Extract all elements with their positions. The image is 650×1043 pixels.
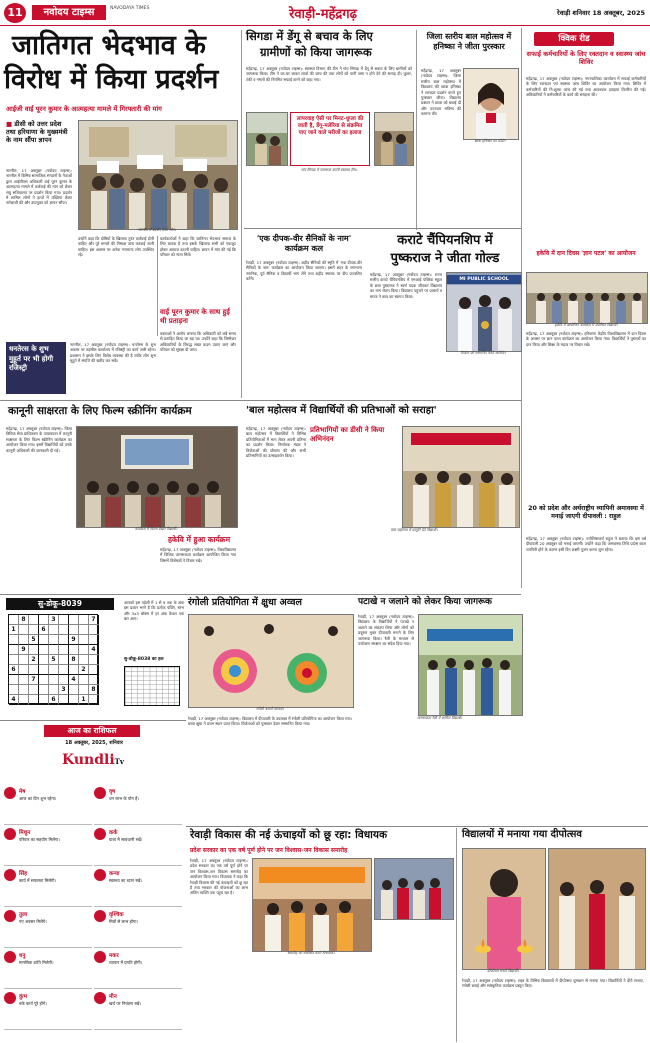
dengue-headline-2: ग्रामीणों को किया जागरूक: [260, 45, 372, 59]
sudoku-cell[interactable]: [19, 675, 29, 685]
sudoku-cell[interactable]: [39, 635, 49, 645]
quick-read-item1-body: महेंद्रगढ़, 17 अक्तूबर (नवोदय टाइम्स): नगरपालिका कार्यालय में सफाई कर्मचारियों के लिए रक्तदान एवं स्वास्थ्य जांच शिविर का आयोजन किया गया। शिविर में कर्मचारियों की नि:शुल्क जांच की गई तथा आवश्यक दवाइयां वितरित की गईं। अधिकारियों ने कर्मचारियों के कार्य की सराहना की।: [526, 76, 646, 98]
deepak-body: रेवाड़ी, 17 अक्तूबर (नवोदय टाइम्स): शहीद सैनिकों की स्मृति में 'एक दीपक-वीर सैनिकों के नाम' कार्यक्रम का आयोजन किया जाएगा। इसमें शहर के गणमान्य नागरिक, पूर्व सैनिक व विद्यार्थी भाग लेंगे तथा शहीद स्मारक पर दीप प्रज्वलित करेंगे।: [246, 260, 362, 282]
sudoku-cell[interactable]: 4: [9, 695, 19, 705]
sudoku-cell[interactable]: 3: [59, 685, 69, 695]
sudoku-cell[interactable]: [9, 675, 19, 685]
sudoku-cell[interactable]: [19, 665, 29, 675]
karate-photo-illustration: [447, 285, 521, 351]
sudoku-cell[interactable]: 6: [49, 695, 59, 705]
sudoku-cell[interactable]: [69, 685, 79, 695]
deepotsav-headline: विद्यालयों में मनाया गया दीपोत्सव: [462, 829, 582, 840]
sudoku-cell[interactable]: [29, 665, 39, 675]
sudoku-cell[interactable]: [79, 625, 89, 635]
bal-mahotsav-illustration: [403, 427, 519, 527]
vikas-photo: [252, 858, 372, 952]
sudoku-cell[interactable]: [79, 615, 89, 625]
rashifal-sign: [94, 908, 182, 948]
sudoku-cell[interactable]: 1: [79, 695, 89, 705]
quick-read-label: क्विक रीड: [534, 32, 614, 46]
girl-portrait-illustration: [464, 69, 518, 139]
dengue-photo-right: [374, 112, 414, 166]
deepotsav-photo: [462, 848, 546, 970]
sudoku-cell[interactable]: 6: [9, 665, 19, 675]
dengue-headline-1: सिगडा में डेंगू से बचाव के लिए: [246, 29, 373, 43]
zodiac-icon: [4, 869, 16, 881]
sudoku-cell[interactable]: 6: [39, 625, 49, 635]
sudoku-cell[interactable]: [39, 695, 49, 705]
rashifal-sign-name: वृष: [109, 789, 116, 795]
sudoku-cell[interactable]: [79, 655, 89, 665]
sudoku-cell[interactable]: [39, 675, 49, 685]
sudoku-cell[interactable]: [9, 615, 19, 625]
sudoku-cell[interactable]: [19, 625, 29, 635]
award-photo: [463, 68, 519, 140]
rashifal-sign-text: यात्रा में सावधानी रखें।: [109, 837, 143, 842]
film-screening-illustration: [77, 427, 237, 527]
sudoku-cell[interactable]: 8: [69, 655, 79, 665]
masthead: [0, 0, 650, 26]
brand-small: NAVODAYA TIMES: [110, 6, 150, 11]
rashifal-sign: [4, 990, 92, 1030]
quick-read-photo: [526, 272, 648, 324]
deepotsav-body: रेवाड़ी, 17 अक्तूबर (नवोदय टाइम्स): शहर के विभिन्न विद्यालयों में दीपोत्सव धूमधाम से मनाया गया। विद्यार्थियों ने दीये सजाए, रंगोली बनाई और सांस्कृतिक कार्यक्रम प्रस्तुत किए।: [462, 978, 644, 989]
rashifal-signs: [4, 785, 182, 1039]
sudoku-cell[interactable]: 2: [29, 655, 39, 665]
dengue-photo-left: [246, 112, 288, 166]
film-box-title: हकेवि में हुआ कार्यक्रम: [167, 535, 231, 544]
sudoku-cell[interactable]: [69, 665, 79, 675]
rashifal-sign-name: मकर: [109, 953, 119, 959]
film-body: महेंद्रगढ़, 17 अक्तूबर (नवोदय टाइम्स): जिला विधिक सेवा प्राधिकरण के तत्वावधान में कानूनी साक्षरता के लिए फिल्म स्क्रीनिंग कार्यक्रम का आयोजन किया गया। इसमें विद्यार्थियों को उनके कानूनी अधिकारों की जानकारी दी गई।: [6, 426, 72, 453]
deepotsav-illustration: [463, 849, 545, 969]
sudoku-cell[interactable]: [19, 635, 29, 645]
quick-read-photo-caption: हकेवि में आयोजित कार्यक्रम में उपस्थित विद्यार्थी।: [554, 323, 618, 327]
rangoli-illustration: [189, 615, 353, 707]
sudoku-cell[interactable]: 9: [69, 635, 79, 645]
sudoku-instructions: आपको इस पहेली में 1 से 9 तक के अंक इस प्रकार भरने हैं कि प्रत्येक पंक्ति, स्तंभ और 3x3 बॉक्स में हर अंक केवल एक बार आए।: [124, 600, 184, 622]
sudoku-cell[interactable]: 5: [49, 655, 59, 665]
rashifal-sign-name: मिथुन: [19, 830, 31, 836]
sudoku-grid[interactable]: [8, 614, 98, 704]
rashifal-sign: [94, 867, 182, 907]
sudoku-cell[interactable]: [69, 625, 79, 635]
lead-side-head-text: डीसी को उत्तर प्रदेश तथा हरियाणा के मुख्यमंत्री के नाम सौंपा ज्ञापन: [6, 120, 68, 145]
rashifal-sign-text: मानसिक शांति मिलेगी।: [19, 960, 54, 965]
protest-photo-illustration: [79, 121, 237, 229]
rashifal-sign: [94, 826, 182, 866]
firecracker-photo: [418, 614, 523, 716]
hkv-event-illustration: [527, 273, 647, 323]
rashifal-sign-text: मित्रों से लाभ होगा।: [109, 919, 139, 924]
sudoku-cell[interactable]: [19, 655, 29, 665]
firecracker-body: रेवाड़ी, 17 अक्तूबर (नवोदय टाइम्स): विद्यालय के विद्यार्थियों ने पटाखे न जलाने का संकल्प लिया और लोगों को प्रदूषण मुक्त दीपावली मनाने के लिए जागरूक किया। रैली के माध्यम से पर्यावरण संरक्षण का संदेश दिया गया।: [358, 614, 414, 647]
rangoli-photo: [188, 614, 354, 708]
sudoku-cell[interactable]: [39, 615, 49, 625]
sudoku-cell[interactable]: [9, 685, 19, 695]
dhanteras-body: नारनौल, 17 अक्तूबर (नवोदय टाइम्स): धनतेरस के शुभ अवसर पर तहसील कार्यालय में रजिस्ट्री का कार्य जारी रहेगा। प्रशासन ने इसके लिए विशेष व्यवस्था की है ताकि लोग शुभ मुहूर्त में संपत्ति की खरीद कर सकें।: [70, 342, 156, 364]
lead-body-a: नारनौल, 17 अक्तूबर (नवोदय टाइम्स): नारनौल में बिभिन्न सामाजिक संगठनों के नेताओं द्वारा आईपीएस अधिकारी वाई पूरन कुमार के आत्महत्या मामले में कार्रवाई की मांग को लेकर लघु सचिवालय पर प्रदर्शन किया गया। प्रदर्शन में शामिल लोगों ने हाथों में तख्तियां लेकर नारेबाजी की और उपायुक्त को ज्ञापन सौंपा।: [6, 168, 72, 206]
vikas-crowd-illustration: [375, 859, 453, 919]
rashifal-sign-name: तुला: [19, 912, 28, 918]
rashifal-sign-name: कुंभ: [19, 994, 28, 1000]
rashifal-sign-name: मेष: [19, 789, 26, 795]
sudoku-cell[interactable]: [39, 645, 49, 655]
rashifal-label: आज का राशिफल: [44, 725, 140, 737]
karate-photo-banner: MI PUBLIC SCHOOL: [447, 275, 521, 284]
karate-headline-2: पुष्कराज ने जीता गोल्ड: [390, 251, 500, 266]
lead-body-c: कार्यकर्ताओं ने कहा कि जातिगत भेदभाव समाज के लिए घातक है तथा इसके खिलाफ सभी को एकजुट होकर आवाज उठानी चाहिए। ज्ञापन में मांग की गई कि परिवार को न्याय मिले।: [160, 236, 236, 258]
rashifal-sign-name: धनु: [19, 953, 26, 959]
sudoku-cell[interactable]: [59, 695, 69, 705]
vikas-subhead: प्रदेश सरकार का एक वर्ष पूर्ण होने पर जन विश्वास-जन विकास समारोह: [190, 847, 348, 854]
sudoku-cell[interactable]: [9, 655, 19, 665]
sudoku-cell[interactable]: [79, 645, 89, 655]
deepotsav-group-illustration: [549, 849, 645, 969]
rashifal-sign-text: परिवार का सहयोग मिलेगा।: [19, 837, 60, 842]
award-story: [419, 28, 519, 228]
deepotsav-photo-caption: दीपोत्सव मनाते विद्यार्थी।: [487, 969, 519, 973]
karate-photo-caption: विजेता को सम्मानित करते अतिथि।: [460, 351, 506, 355]
rashifal-sign-text: खर्च पर नियंत्रण रखें।: [109, 1001, 142, 1006]
rashifal-sign-text: धन लाभ के योग हैं।: [109, 796, 139, 801]
lead-headline-1: जातिगत भेदभाव के: [12, 30, 206, 61]
sudoku-cell[interactable]: [59, 675, 69, 685]
zodiac-icon: [4, 992, 16, 1004]
dengue-photo-illustration-2: [375, 113, 413, 165]
page-number: 11: [4, 3, 26, 23]
firecracker-rally-illustration: [419, 615, 522, 715]
dhanteras-title: धनतेरस के शुभ मुहूर्त पर भी होगी रजिस्ट्री: [6, 342, 66, 394]
section-title: रेवाड़ी-महेंद्रगढ़: [289, 7, 357, 22]
vikas-photo-caption: समारोह को संबोधित करते विधायक।: [287, 951, 335, 955]
rashifal-sign: [4, 949, 92, 989]
lead-box-title: वाई पूरन कुमार के साथ हुई थी प्रताड़ना: [160, 308, 230, 325]
rashifal-brand: [62, 751, 122, 781]
sudoku-cell[interactable]: [59, 615, 69, 625]
sudoku-cell[interactable]: [89, 635, 99, 645]
sudoku-cell[interactable]: [9, 645, 19, 655]
film-photo: [76, 426, 238, 528]
sudoku-cell[interactable]: [59, 635, 69, 645]
sudoku-cell[interactable]: [29, 695, 39, 705]
rashifal-sign-text: व्यापार में प्रगति होगी।: [109, 960, 143, 965]
rashifal-sign-name: कर्क: [109, 830, 118, 836]
lead-subhead: आईजी वाई पूरन कुमार के आत्महत्या मामले में गिरफ्तारी की मांग: [6, 105, 162, 113]
zodiac-icon: [94, 869, 106, 881]
dengue-photo-illustration: [247, 113, 287, 165]
zodiac-icon: [94, 910, 106, 922]
film-photo-caption: कार्यक्रम में फिल्म देखते विद्यार्थी।: [134, 527, 178, 531]
sudoku-cell[interactable]: [69, 695, 79, 705]
rashifal-sign: [4, 867, 92, 907]
sudoku-solution-label: सु-डोकू-8038 का हल: [124, 657, 164, 662]
deepotsav-photo-2: [548, 848, 646, 970]
lead-story: [0, 28, 240, 398]
quick-read-item2-title: हकेवि में दान दिवस 'ज्ञान पटल' का आयोजन: [536, 250, 636, 257]
rangoli-body: रेवाड़ी, 17 अक्तूबर (नवोदय टाइम्स): विद्यालय में दीपावली के उपलक्ष्य में रंगोली प्रतियोगिता का आयोजन किया गया। छात्रा क्षुधा ने प्रथम स्थान प्राप्त किया। विजेताओं को पुरस्कार देकर सम्मानित किया गया।: [188, 716, 352, 727]
sudoku-cell[interactable]: 9: [19, 645, 29, 655]
brand-logo: नवोदय टाइम्स: [32, 5, 106, 20]
sudoku-cell[interactable]: [49, 625, 59, 635]
sudoku-cell[interactable]: 8: [19, 615, 29, 625]
film-box-body: महेंद्रगढ़, 17 अक्तूबर (नवोदय टाइम्स): विश्वविद्यालय में विधिक जागरूकता कार्यक्रम आयोजित किया गया जिसमें विशेषज्ञों ने विचार रखे।: [160, 547, 236, 563]
sudoku-cell[interactable]: [59, 645, 69, 655]
karate-photo: [446, 272, 522, 352]
rashifal-block: [0, 720, 186, 1042]
sudoku-cell[interactable]: [49, 645, 59, 655]
lead-body-b: उन्होंने कहा कि दोषियों के खिलाफ तुरंत कार्रवाई होनी चाहिए और पूरे मामले की निष्पक्ष जांच करवाई जानी चाहिए। इस अवसर पर अनेक गणमान्य लोग उपस्थित रहे।: [78, 236, 154, 258]
bal-mahotsav-photo-caption: बाल महोत्सव में प्रस्तुति देते विद्यार्थी।: [390, 528, 438, 532]
rashifal-sign-text: रुके कार्य पूरे होंगे।: [19, 1001, 47, 1006]
lead-photo-caption: नारनौल में प्रदर्शन करते लोग।: [138, 228, 176, 232]
rashifal-sign-name: सिंह: [19, 871, 28, 877]
bal-mahotsav-body: महेंद्रगढ़, 17 अक्तूबर (नवोदय टाइम्स): बाल महोत्सव में विद्यार्थियों ने विभिन्न प्रतियोगिताओं में भाग लेकर अपनी प्रतिभा का प्रदर्शन किया। निर्णायक मंडल ने विजेताओं की घोषणा की और सभी प्रतिभागियों का उत्साहवर्धन किया।: [246, 426, 306, 459]
sudoku-cell[interactable]: 4: [69, 675, 79, 685]
rangoli-headline: रंगोली प्रतियोगिता में क्षुधा अव्वल: [188, 597, 302, 608]
rashifal-sign-name: मीन: [109, 994, 117, 1000]
zodiac-icon: [94, 828, 106, 840]
dengue-story: [244, 28, 414, 228]
firecracker-headline: पटाखे न जलाने को लेकर किया जागरूक: [358, 597, 492, 607]
zodiac-icon: [94, 992, 106, 1004]
rashifal-date: 18 अक्तूबर, 2025, शनिवार: [65, 740, 123, 746]
sudoku-cell[interactable]: [89, 625, 99, 635]
zodiac-icon: [94, 951, 106, 963]
vikas-story: [186, 828, 454, 1042]
sudoku-cell[interactable]: [69, 615, 79, 625]
lead-photo: [78, 120, 238, 230]
film-headline: कानूनी साक्षरता के लिए फिल्म स्क्रीनिंग कार्यक्रम: [8, 405, 192, 417]
sudoku-block: [0, 596, 120, 716]
film-story: [0, 402, 240, 592]
kundli-brand-sub: Tv: [114, 757, 124, 766]
lead-headline-2: विरोध में किया प्रदर्शन: [4, 64, 219, 95]
deepak-headline: 'एक दीपक-वीर सैनिकों के नाम' कार्यक्रम कल: [256, 234, 352, 253]
sudoku-cell[interactable]: [49, 635, 59, 645]
rashifal-sign: [4, 826, 92, 866]
award-photo-caption: छात्रा हनिष्का का फोटो।: [474, 139, 506, 143]
zodiac-icon: [4, 951, 16, 963]
sudoku-cell[interactable]: [49, 665, 59, 675]
rashifal-sign: [4, 908, 92, 948]
sudoku-cell[interactable]: [39, 665, 49, 675]
sudoku-cell[interactable]: [19, 695, 29, 705]
vikas-event-illustration: [253, 859, 371, 951]
sudoku-cell[interactable]: [79, 635, 89, 645]
award-body: महेंद्रगढ़, 17 अक्तूबर (नवोदय टाइम्स): जिला स्तरीय बाल महोत्सव में विद्यालय की छात्रा हनिष्का ने शानदार प्रदर्शन करते हुए पुरस्कार जीता। विद्यालय प्रबंधन ने छात्रा को बधाई दी और उज्ज्वल भविष्य की कामना की।: [421, 68, 461, 117]
sudoku-cell[interactable]: [39, 685, 49, 695]
rangoli-story: [186, 596, 354, 826]
sudoku-cell[interactable]: [9, 635, 19, 645]
vikas-headline: रेवाड़ी विकास की नई ऊंचाइयों को छू रहा: विधायक: [190, 829, 388, 841]
sudoku-cell[interactable]: [79, 685, 89, 695]
sudoku-cell[interactable]: 8: [89, 685, 99, 695]
sudoku-cell[interactable]: [89, 655, 99, 665]
award-headline: जिला स्तरीय बाल महोत्सव में हनिष्का ने जीता पुरस्कार: [426, 32, 512, 51]
sudoku-cell[interactable]: 1: [9, 625, 19, 635]
sudoku-cell[interactable]: [39, 655, 49, 665]
sudoku-cell[interactable]: 3: [49, 615, 59, 625]
bal-mahotsav-photo: [402, 426, 520, 528]
sudoku-cell[interactable]: [19, 685, 29, 695]
karate-story: [368, 230, 520, 370]
dengue-quote-box: लापरवाह ऐसी पर मिनट-धुप्ला की जाती है, डेंगू-मलेरिया से संक्रमित पाए जाने वाले मरीजों का इलाज: [290, 112, 370, 166]
sudoku-cell[interactable]: [59, 625, 69, 635]
pollution-body: महेंद्रगढ़, 17 अक्तूबर (नवोदय टाइम्स): ज्योतिषाचार्य राहुल ने बताया कि इस वर्ष दीपावली 20 अक्तूबर को मनाई जाएगी। उन्होंने कहा कि अमावस्या तिथि प्रदोष काल व्यापिनी होने के कारण इसी दिन लक्ष्मी पूजन करना शुभ रहेगा।: [526, 536, 646, 552]
rashifal-sign-text: नए अवसर मिलेंगे।: [19, 919, 47, 924]
karate-headline-1: कराटे चैंपियनशिप में: [397, 233, 493, 248]
sudoku-solution-grid: [124, 666, 180, 706]
zodiac-icon: [4, 910, 16, 922]
kundli-logo-icon: [62, 751, 122, 771]
dengue-photo-caption: गांव सिगडा में जागरूक करती स्वास्थ्य टीम।: [301, 168, 357, 172]
karate-body: महेंद्रगढ़, 17 अक्तूबर (नवोदय टाइम्स): राज्य स्तरीय कराटे चैंपियनशिप में एमआई पब्लिक स्कूल के छात्र पुष्कराज ने स्वर्ण पदक जीतकर विद्यालय का नाम रोशन किया। विद्यालय पहुंचने पर प्राचार्य व स्टाफ ने छात्र का स्वागत किया।: [370, 272, 442, 299]
rashifal-sign-text: आज का दिन शुभ रहेगा।: [19, 796, 57, 801]
lead-side-head: [6, 120, 72, 164]
bal-mahotsav-box-title: प्रतिभागियों का डीसी ने किया अभिनंदन: [310, 426, 385, 443]
sudoku-cell[interactable]: [49, 675, 59, 685]
bal-mahotsav-story: [242, 402, 521, 592]
deepotsav-story: [458, 828, 648, 1042]
bal-mahotsav-headline: 'बाल महोत्सव में विद्यार्थियों की प्रतिभाओं को सराहा': [246, 405, 437, 416]
rashifal-sign: [4, 785, 92, 825]
sudoku-cell[interactable]: [29, 615, 39, 625]
rashifal-sign-name: वृश्चिक: [109, 912, 124, 918]
sudoku-cell[interactable]: [59, 655, 69, 665]
rangoli-photo-caption: रंगोली बनाती छात्राएं।: [256, 707, 284, 711]
lead-box-body: वक्ताओं ने आरोप लगाया कि अधिकारी को लंबे समय से प्रताड़ित किया जा रहा था। उन्होंने कहा कि जिम्मेदार अधिकारियों के विरुद्ध सख्त कदम उठाए जाएं और परिवार को सुरक्षा दी जाए।: [160, 331, 236, 353]
sudoku-cell[interactable]: [49, 685, 59, 695]
sudoku-cell[interactable]: 5: [29, 635, 39, 645]
dhanteras-box: [6, 342, 156, 394]
sudoku-cell[interactable]: 4: [89, 645, 99, 655]
sudoku-cell[interactable]: [29, 685, 39, 695]
bullet-icon: ■: [6, 120, 15, 128]
rashifal-sign-text: कार्य में सफलता मिलेगी।: [19, 878, 57, 883]
sudoku-cell[interactable]: [79, 675, 89, 685]
zodiac-icon: [4, 828, 16, 840]
sudoku-label: सु-डोकू-8039: [6, 598, 114, 610]
zodiac-icon: [94, 787, 106, 799]
rashifal-sign-name: कन्या: [109, 871, 120, 877]
quick-read-item1-title: सफाई कर्मचारियों के लिए रक्तदान व स्वास्थ्य जांच शिविर: [526, 50, 646, 66]
sudoku-cell[interactable]: [59, 665, 69, 675]
sudoku-cell[interactable]: 7: [29, 675, 39, 685]
kundli-brand-text: Kundli: [62, 752, 115, 768]
vikas-body: रेवाड़ी, 17 अक्तूबर (नवोदय टाइम्स): प्रदेश सरकार का एक वर्ष पूर्ण होने पर जन विश्वास-जन विकास समारोह का आयोजन किया गया। विधायक ने कहा कि रेवाड़ी विकास की नई ऊंचाइयों को छू रहा है तथा सरकार की योजनाओं का लाभ अंतिम व्यक्ति तक पहुंच रहा है।: [190, 858, 248, 896]
rashifal-sign-text: स्वास्थ्य का ध्यान रखें।: [109, 878, 143, 883]
sudoku-cell[interactable]: 7: [89, 615, 99, 625]
pollution-headline: 20 को प्रदेश और अर्थराष्ट्रीय व्यापिनी अमावस्या में मनाई जाएगी दीपावली : राहुल: [528, 505, 644, 520]
rashifal-sign: [94, 990, 182, 1030]
firecracker-photo-caption: जागरूकता रैली में शामिल विद्यार्थी।: [416, 716, 463, 720]
deepak-story: [244, 230, 364, 370]
sudoku-cell[interactable]: [29, 625, 39, 635]
vikas-photo-2: [374, 858, 454, 920]
sudoku-cell[interactable]: 2: [79, 665, 89, 675]
zodiac-icon: [4, 787, 16, 799]
quick-read-block: [522, 48, 648, 588]
quick-read-item2-body: महेंद्रगढ़, 17 अक्तूबर (नवोदय टाइम्स): हरियाणा केंद्रीय विश्वविद्यालय में दान दिवस के अवसर पर ज्ञान पटल कार्यक्रम का आयोजन किया गया। विद्यार्थियों ने पुस्तकों का दान किया और शिक्षा के महत्व पर विचार रखे।: [526, 331, 646, 347]
edition-info: रेवाड़ी शनिवार 18 अक्तूबर, 2025: [557, 9, 645, 17]
sudoku-cell[interactable]: [29, 645, 39, 655]
sudoku-cell[interactable]: [89, 665, 99, 675]
sudoku-cell[interactable]: [69, 645, 79, 655]
firecracker-story: [356, 596, 521, 826]
rashifal-sign: [94, 785, 182, 825]
sudoku-cell[interactable]: [89, 695, 99, 705]
dengue-body: महेंद्रगढ़, 17 अक्तूबर (नवोदय टाइम्स): स्वास्थ्य विभाग की टीम ने गांव सिगडा में डेंगू से बचाव के लिए ग्रामीणों को जागरूक किया। टीम ने घर-घर जाकर लार्वा की जांच की तथा लोगों को पानी जमा न होने देने की सलाह दी। कूलर, टंकी व गमलों की नियमित सफाई करने को कहा गया।: [246, 66, 412, 82]
rashifal-sign: [94, 949, 182, 989]
sudoku-cell[interactable]: [89, 675, 99, 685]
